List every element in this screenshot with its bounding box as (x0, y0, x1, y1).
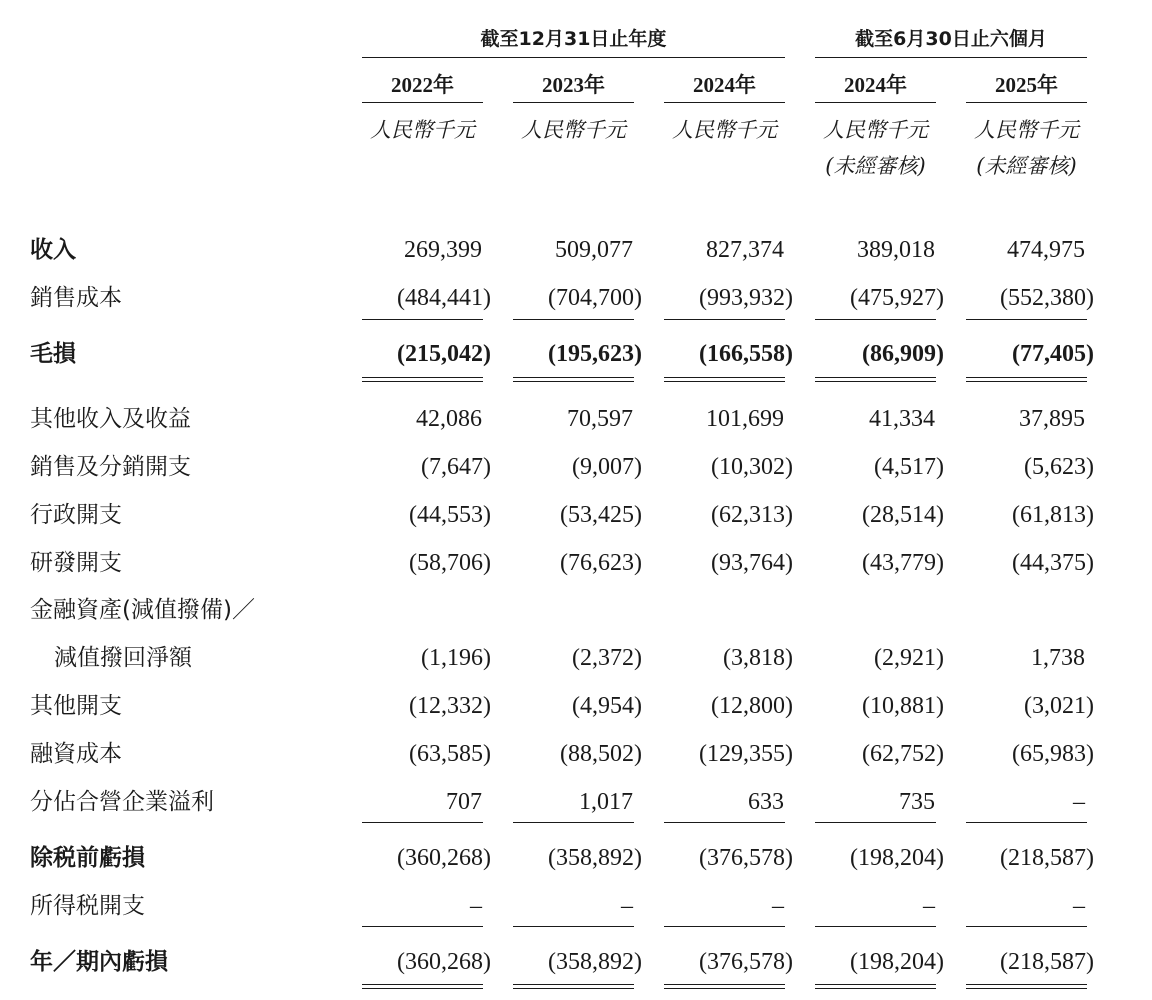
row-value: (76,623) (560, 550, 642, 576)
row-value: (9,007) (572, 454, 642, 480)
row-label-text: 銷售及分銷開支 (30, 454, 191, 480)
column-year: 2025年 (995, 73, 1058, 97)
subtotal-rule (664, 926, 785, 927)
row-value: 41,334 (869, 406, 935, 432)
row-label (30, 234, 330, 266)
row-value: 1,738 (1031, 645, 1085, 671)
row-value: – (470, 893, 482, 919)
row-label-text: 年／期內虧損 (30, 949, 168, 975)
row-value: 1,017 (579, 789, 633, 815)
row-value: (3,818) (723, 645, 793, 671)
row-value: – (772, 893, 784, 919)
row-label-text: 所得税開支 (30, 893, 145, 919)
row-value: 70,597 (567, 406, 633, 432)
subtotal-rule (815, 319, 936, 320)
total-double-rule (513, 984, 634, 989)
subtotal-rule (664, 319, 785, 320)
row-value: 42,086 (416, 406, 482, 432)
subtotal-rule (966, 926, 1087, 927)
row-value: (62,313) (711, 502, 793, 528)
subtotal-rule (815, 822, 936, 823)
row-value: (77,405) (1012, 341, 1094, 367)
column-unit: 人民幣千元 (974, 118, 1079, 142)
column-unit: 人民幣千元 (521, 118, 626, 142)
row-value: (65,983) (1012, 741, 1094, 767)
row-label-text: 金融資產(減值撥備)／ (30, 597, 255, 623)
row-value: (63,585) (409, 741, 491, 767)
row-value: (61,813) (1012, 502, 1094, 528)
subtotal-rule (966, 319, 1087, 320)
row-value: (195,623) (548, 341, 642, 367)
row-value: – (923, 893, 935, 919)
subtotal-rule (966, 822, 1087, 823)
subtotal-rule (362, 822, 483, 823)
row-value: 633 (748, 789, 784, 815)
total-double-rule (362, 377, 483, 382)
row-label-text: 分佔合營企業溢利 (30, 789, 214, 815)
row-value: (7,647) (421, 454, 491, 480)
year-underline (362, 102, 483, 103)
row-value: (358,892) (548, 949, 642, 975)
row-value: (198,204) (850, 845, 944, 871)
year-underline (664, 102, 785, 103)
row-value: (198,204) (850, 949, 944, 975)
row-label (30, 690, 330, 722)
row-label-text: 融資成本 (30, 741, 122, 767)
row-value: (62,752) (862, 741, 944, 767)
subtotal-rule (513, 319, 634, 320)
row-label-text: 其他收入及收益 (30, 406, 191, 432)
row-value: (4,954) (572, 693, 642, 719)
subtotal-rule (513, 822, 634, 823)
row-label (30, 403, 330, 435)
row-label (30, 547, 330, 579)
total-double-rule (966, 984, 1087, 989)
row-value: 735 (899, 789, 935, 815)
row-value: (552,380) (1000, 285, 1094, 311)
row-label (30, 499, 330, 531)
column-group-annual: 截至12月31日止年度 (480, 28, 667, 50)
row-value: (44,375) (1012, 550, 1094, 576)
row-label (30, 642, 330, 674)
subtotal-rule (513, 926, 634, 927)
row-value: – (1073, 789, 1085, 815)
column-group-interim: 截至6月30日止六個月 (855, 28, 1047, 50)
row-label-text: 減值撥回淨額 (54, 645, 192, 671)
total-double-rule (815, 377, 936, 382)
row-value: 101,699 (706, 406, 784, 432)
row-value: (2,372) (572, 645, 642, 671)
row-value: (129,355) (699, 741, 793, 767)
row-value: (484,441) (397, 285, 491, 311)
subtotal-rule (664, 822, 785, 823)
total-double-rule (966, 377, 1087, 382)
row-label-text: 其他開支 (30, 693, 122, 719)
row-value: (993,932) (699, 285, 793, 311)
row-label-text: 除税前虧損 (30, 845, 145, 871)
total-double-rule (664, 377, 785, 382)
column-unit: 人民幣千元 (672, 118, 777, 142)
row-value: (88,502) (560, 741, 642, 767)
column-unit: 人民幣千元 (823, 118, 928, 142)
row-label-text: 收入 (30, 237, 76, 263)
total-double-rule (664, 984, 785, 989)
row-value: – (621, 893, 633, 919)
row-value: 707 (446, 789, 482, 815)
row-value: (12,800) (711, 693, 793, 719)
row-value: (93,764) (711, 550, 793, 576)
column-year: 2023年 (542, 73, 605, 97)
row-label (30, 594, 330, 626)
subtotal-rule (362, 926, 483, 927)
row-label-text: 行政開支 (30, 502, 122, 528)
row-value: 474,975 (1007, 237, 1085, 263)
row-value: (28,514) (862, 502, 944, 528)
row-value: (58,706) (409, 550, 491, 576)
column-year: 2024年 (844, 73, 907, 97)
column-note-unaudited: (未經審核) (825, 154, 926, 178)
row-value: (218,587) (1000, 949, 1094, 975)
total-double-rule (513, 377, 634, 382)
year-underline (513, 102, 634, 103)
row-label-text: 研發開支 (30, 550, 122, 576)
row-value: (215,042) (397, 341, 491, 367)
row-value: 389,018 (857, 237, 935, 263)
row-value: (53,425) (560, 502, 642, 528)
row-value: (376,578) (699, 949, 793, 975)
column-year: 2022年 (391, 73, 454, 97)
column-unit: 人民幣千元 (370, 118, 475, 142)
column-year: 2024年 (693, 73, 756, 97)
row-value: (704,700) (548, 285, 642, 311)
row-value: (218,587) (1000, 845, 1094, 871)
row-value: (10,881) (862, 693, 944, 719)
total-double-rule (815, 984, 936, 989)
row-value: (360,268) (397, 845, 491, 871)
row-value: – (1073, 893, 1085, 919)
total-double-rule (362, 984, 483, 989)
group-underline-interim (815, 57, 1087, 58)
row-label (30, 786, 330, 818)
row-value: (360,268) (397, 949, 491, 975)
subtotal-rule (362, 319, 483, 320)
row-value: (475,927) (850, 285, 944, 311)
row-value: 269,399 (404, 237, 482, 263)
row-label (30, 451, 330, 483)
row-value: 37,895 (1019, 406, 1085, 432)
subtotal-rule (815, 926, 936, 927)
column-note-unaudited: (未經審核) (976, 154, 1077, 178)
row-value: (2,921) (874, 645, 944, 671)
row-value: (86,909) (862, 341, 944, 367)
row-value: (166,558) (699, 341, 793, 367)
row-value: (43,779) (862, 550, 944, 576)
row-value: (5,623) (1024, 454, 1094, 480)
year-underline (815, 102, 936, 103)
row-value: (1,196) (421, 645, 491, 671)
row-value: (44,553) (409, 502, 491, 528)
row-value: (358,892) (548, 845, 642, 871)
row-label (30, 738, 330, 770)
row-value: (376,578) (699, 845, 793, 871)
row-label-text: 銷售成本 (30, 285, 122, 311)
row-label (30, 946, 330, 978)
row-value: (3,021) (1024, 693, 1094, 719)
group-underline-annual (362, 57, 785, 58)
row-value: 509,077 (555, 237, 633, 263)
row-label (30, 338, 330, 370)
row-label (30, 282, 330, 314)
year-underline (966, 102, 1087, 103)
row-value: (12,332) (409, 693, 491, 719)
row-label (30, 842, 330, 874)
row-value: (10,302) (711, 454, 793, 480)
row-label-text: 毛損 (30, 341, 76, 367)
row-value: 827,374 (706, 237, 784, 263)
row-value: (4,517) (874, 454, 944, 480)
row-label (30, 890, 330, 922)
